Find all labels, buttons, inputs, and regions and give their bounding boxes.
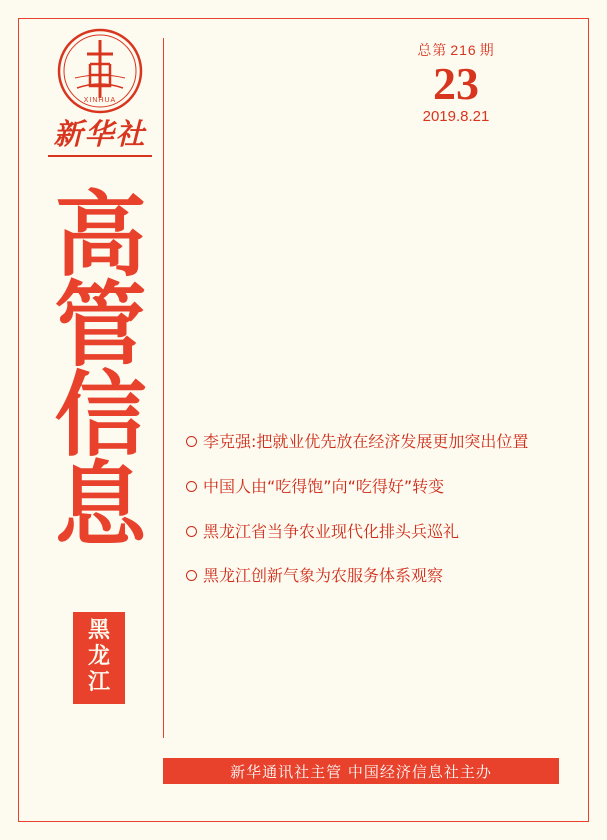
title-char-3: 信 (54, 361, 147, 470)
circle-bullet-icon (186, 570, 197, 581)
province-char-2: 龙 (87, 642, 110, 669)
title-char-2: 管 (54, 271, 147, 380)
title-char-4: 息 (54, 451, 147, 560)
headline-text: 李克强:把就业优先放在经济发展更加突出位置 (203, 432, 529, 451)
list-item[interactable] (186, 477, 556, 498)
list-item[interactable] (186, 566, 556, 587)
svg-text:XINHUA: XINHUA (83, 97, 117, 104)
headline-list (186, 432, 556, 611)
issue-prefix: 总第 (417, 42, 448, 58)
publisher-name: 新华社 (53, 119, 147, 151)
circle-bullet-icon (186, 481, 197, 492)
province-char-3: 江 (87, 668, 110, 695)
issue-suffix: 期 (479, 42, 495, 58)
headline-text: 中国人由“吃得饱”向“吃得好”转变 (203, 476, 445, 496)
province-char-1: 黑 (87, 617, 110, 643)
province-badge (73, 612, 125, 704)
footer-banner (163, 758, 559, 784)
issue-date: 2019.8.21 (422, 107, 490, 125)
headline-text: 黑龙江省当争农业现代化排头兵巡礼 (203, 521, 460, 541)
vertical-divider (163, 38, 164, 738)
title-char-1: 高 (54, 181, 147, 289)
circle-bullet-icon (186, 436, 197, 447)
logo-underline (48, 155, 152, 157)
list-item[interactable] (186, 432, 556, 453)
issue-info (361, 40, 551, 125)
headline-text: 黑龙江创新气象为农服务体系观察 (203, 566, 444, 586)
circle-bullet-icon (186, 526, 197, 537)
publisher-logo (40, 28, 160, 168)
issue-number: 23 (433, 58, 479, 109)
list-item[interactable] (186, 522, 556, 543)
issue-serial-line (361, 40, 551, 60)
issue-total-number: 216 (450, 42, 477, 58)
xinhua-seal-icon (57, 28, 143, 114)
footer-text: 新华通讯社主管 中国经济信息社主办 (230, 762, 492, 781)
page-title (48, 181, 153, 560)
